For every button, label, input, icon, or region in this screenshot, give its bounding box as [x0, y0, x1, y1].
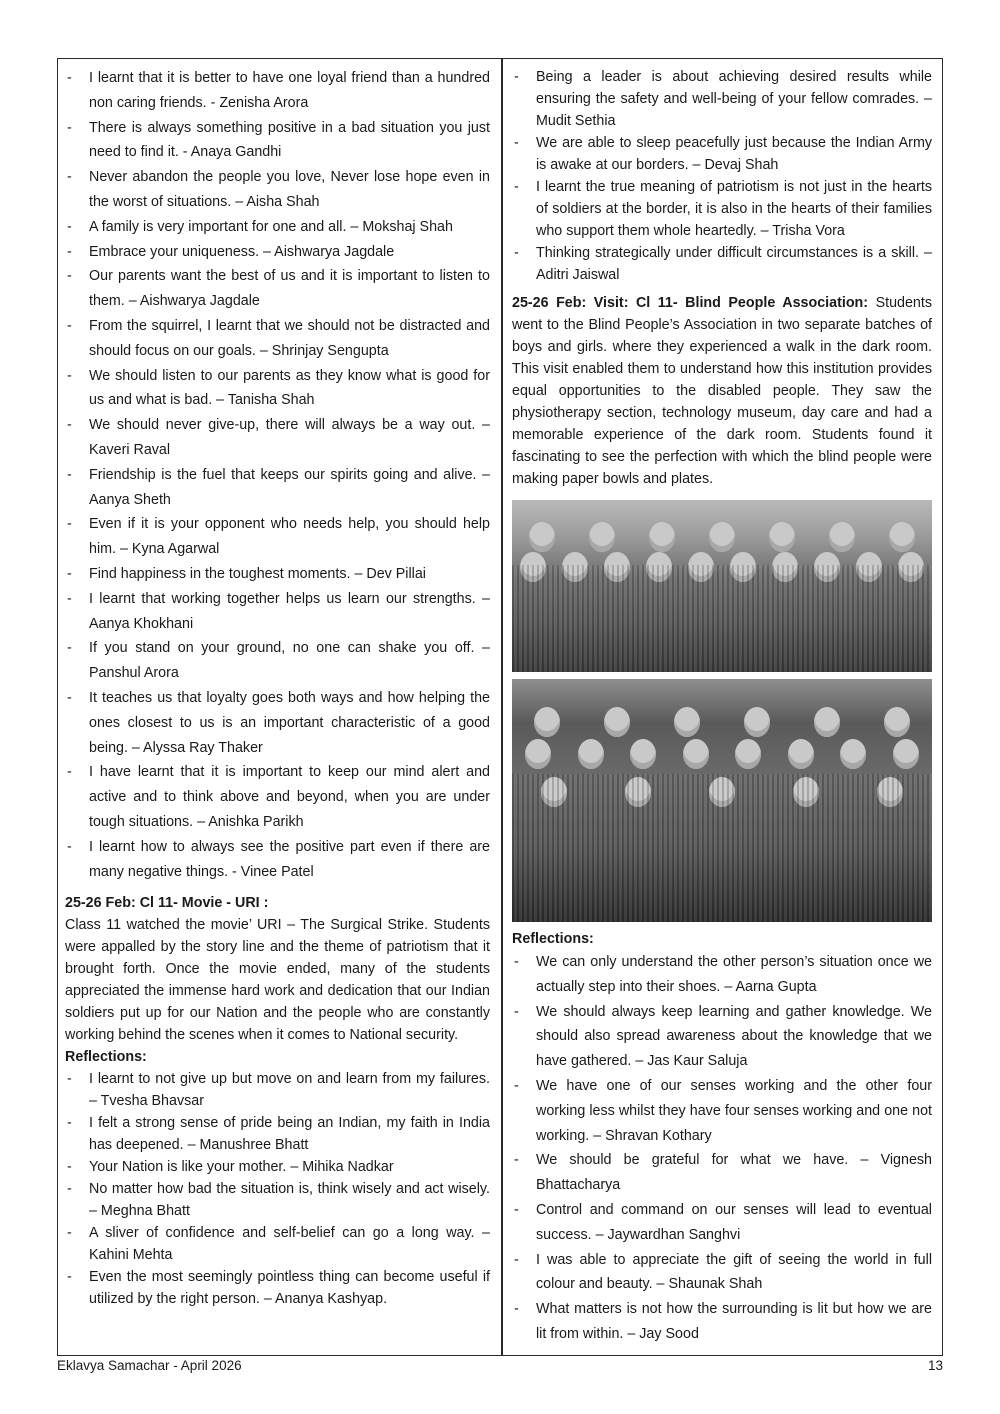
list-item: - We can only understand the other person’s situation once we actually step into their shoes. – Aarna Gupta: [512, 950, 932, 1000]
photo-figures: [512, 707, 932, 737]
list-item: - If you stand on your ground, no one can shake you off. – Panshul Arora: [65, 636, 490, 686]
list-item: - We should never give-up, there will always be a way out. – Kaveri Raval: [65, 413, 490, 463]
list-item: - Embrace your uniqueness. – Aishwarya Jagdale: [65, 240, 490, 265]
uniform-stripes: [512, 774, 932, 922]
list-item: - From the squirrel, I learnt that we should not be distracted and should focus on our goals. – Shrinjay Sengupta: [65, 314, 490, 364]
list-item: - I was able to appreciate the gift of seeing the world in full colour and beauty. – Shaunak Shah: [512, 1248, 932, 1298]
photo-figures: [512, 739, 932, 769]
reflections-list-top-right: [512, 66, 932, 286]
list-item: - A sliver of confidence and self-belief can go a long way. – Kahini Mehta: [65, 1222, 490, 1266]
list-item: - I have learnt that it is important to keep our mind alert and active and to think above and beyond, when you are under tough situations. – Anishka Parikh: [65, 760, 490, 834]
list-item: - We are able to sleep peacefully just because the Indian Army is awake at our borders. – Devaj Shah: [512, 132, 932, 176]
list-item: - Friendship is the fuel that keeps our spirits going and alive. – Aanya Sheth: [65, 463, 490, 513]
list-item: - Never abandon the people you love, Never lose hope even in the worst of situations. – Aisha Shah: [65, 165, 490, 215]
group-photo-girls: [512, 679, 932, 922]
list-item: - We should always keep learning and gather knowledge. We should also spread awareness about the knowledge that we have gathered. – Jas Kaur Saluja: [512, 1000, 932, 1074]
photo-figures: [512, 522, 932, 552]
list-item: - Thinking strategically under difficult circumstances is a skill. – Aditri Jaiswal: [512, 242, 932, 286]
movie-section-body: Class 11 watched the movie’ URI – The Surgical Strike. Students were appalled by the story line and the theme of patriotism that it brought forth. Once the movie ended, many of the students appreciated the immense hard work and dedication that our Indian soldiers put up for our Nation and the people who are constantly working behind the scenes when it comes to National security.: [65, 917, 490, 1044]
visit-reflections-list: [512, 950, 932, 1347]
visit-section-body: Students went to the Blind People’s Association in two separate batches of boys and girls. where they experienced a walk in the dark room. This visit enabled them to understand how this institution provides equal opportunities to the disabled people. They saw the physiotherapy section, technology museum, day care and had a memorable experience of the dark room. Students found it fascinating to see the perfection with which the blind people were making paper bowls and plates.: [512, 295, 933, 487]
list-item: - I felt a strong sense of pride being an Indian, my faith in India has deepened. – Manushree Bhatt: [65, 1112, 490, 1156]
right-column: [512, 66, 932, 1347]
list-item: - There is always something positive in a bad situation you just need to find it. - Anaya Gandhi: [65, 116, 490, 166]
list-item: - We have one of our senses working and the other four working less whilst they have four senses working and one not working. – Shravan Kothary: [512, 1074, 932, 1148]
visit-section: [512, 292, 932, 490]
list-item: - Even the most seemingly pointless thing can become useful if utilized by the right person. – Ananya Kashyap.: [65, 1266, 490, 1310]
list-item: - I learnt to not give up but move on and learn from my failures. – Tvesha Bhavsar: [65, 1068, 490, 1112]
reflections-list-top-left: [65, 66, 490, 884]
list-item: - I learnt how to always see the positive part even if there are many negative things. - Vinee Patel: [65, 835, 490, 885]
list-item: - We should listen to our parents as they know what is good for us and what is bad. – Tanisha Shah: [65, 364, 490, 414]
visit-reflections-label: Reflections:: [512, 931, 594, 947]
list-item: - I learnt that working together helps us learn our strengths. – Aanya Khokhani: [65, 587, 490, 637]
page-number: 13: [927, 1358, 943, 1373]
column-divider: [501, 58, 503, 1356]
list-item: - Find happiness in the toughest moments. – Dev Pillai: [65, 562, 490, 587]
visit-section-title: 25-26 Feb: Visit: Cl 11- Blind People Association:: [512, 295, 869, 311]
uniform-stripes: [512, 565, 932, 672]
list-item: - Our parents want the best of us and it is important to listen to them. – Aishwarya Jagdale: [65, 264, 490, 314]
list-item: - We should be grateful for what we have. – Vignesh Bhattacharya: [512, 1148, 932, 1198]
list-item: - What matters is not how the surrounding is lit but how we are lit from within. – Jay Sood: [512, 1297, 932, 1347]
movie-reflections-label: Reflections:: [65, 1049, 147, 1066]
list-item: - It teaches us that loyalty goes both ways and how helping the ones closest to us is an important characteristic of a good being. – Alyssa Ray Thaker: [65, 686, 490, 760]
group-photo-boys: [512, 500, 932, 672]
list-item: - Being a leader is about achieving desired results while ensuring the safety and well-being of your fellow comrades. – Mudit Sethia: [512, 66, 932, 132]
left-column: [65, 66, 490, 1310]
list-item: - Control and command on our senses will lead to eventual success. – Jaywardhan Sanghvi: [512, 1198, 932, 1248]
list-item: - No matter how bad the situation is, think wisely and act wisely. – Meghna Bhatt: [65, 1178, 490, 1222]
movie-reflections-list: [65, 1068, 490, 1310]
publication-footer: Eklavya Samachar - April 2026: [57, 1358, 242, 1373]
list-item: - Even if it is your opponent who needs help, you should help him. – Kyna Agarwal: [65, 512, 490, 562]
list-item: - A family is very important for one and all. – Mokshaj Shah: [65, 215, 490, 240]
list-item: - Your Nation is like your mother. – Mihika Nadkar: [65, 1156, 490, 1178]
movie-section-title: 25-26 Feb: Cl 11- Movie - URI :: [65, 895, 269, 912]
list-item: - I learnt that it is better to have one loyal friend than a hundred non caring friends. - Zenisha Arora: [65, 66, 490, 116]
list-item: - I learnt the true meaning of patriotism is not just in the hearts of soldiers at the border, it is also in the hearts of their families who support them whole heartedly. – Trisha Vora: [512, 176, 932, 242]
